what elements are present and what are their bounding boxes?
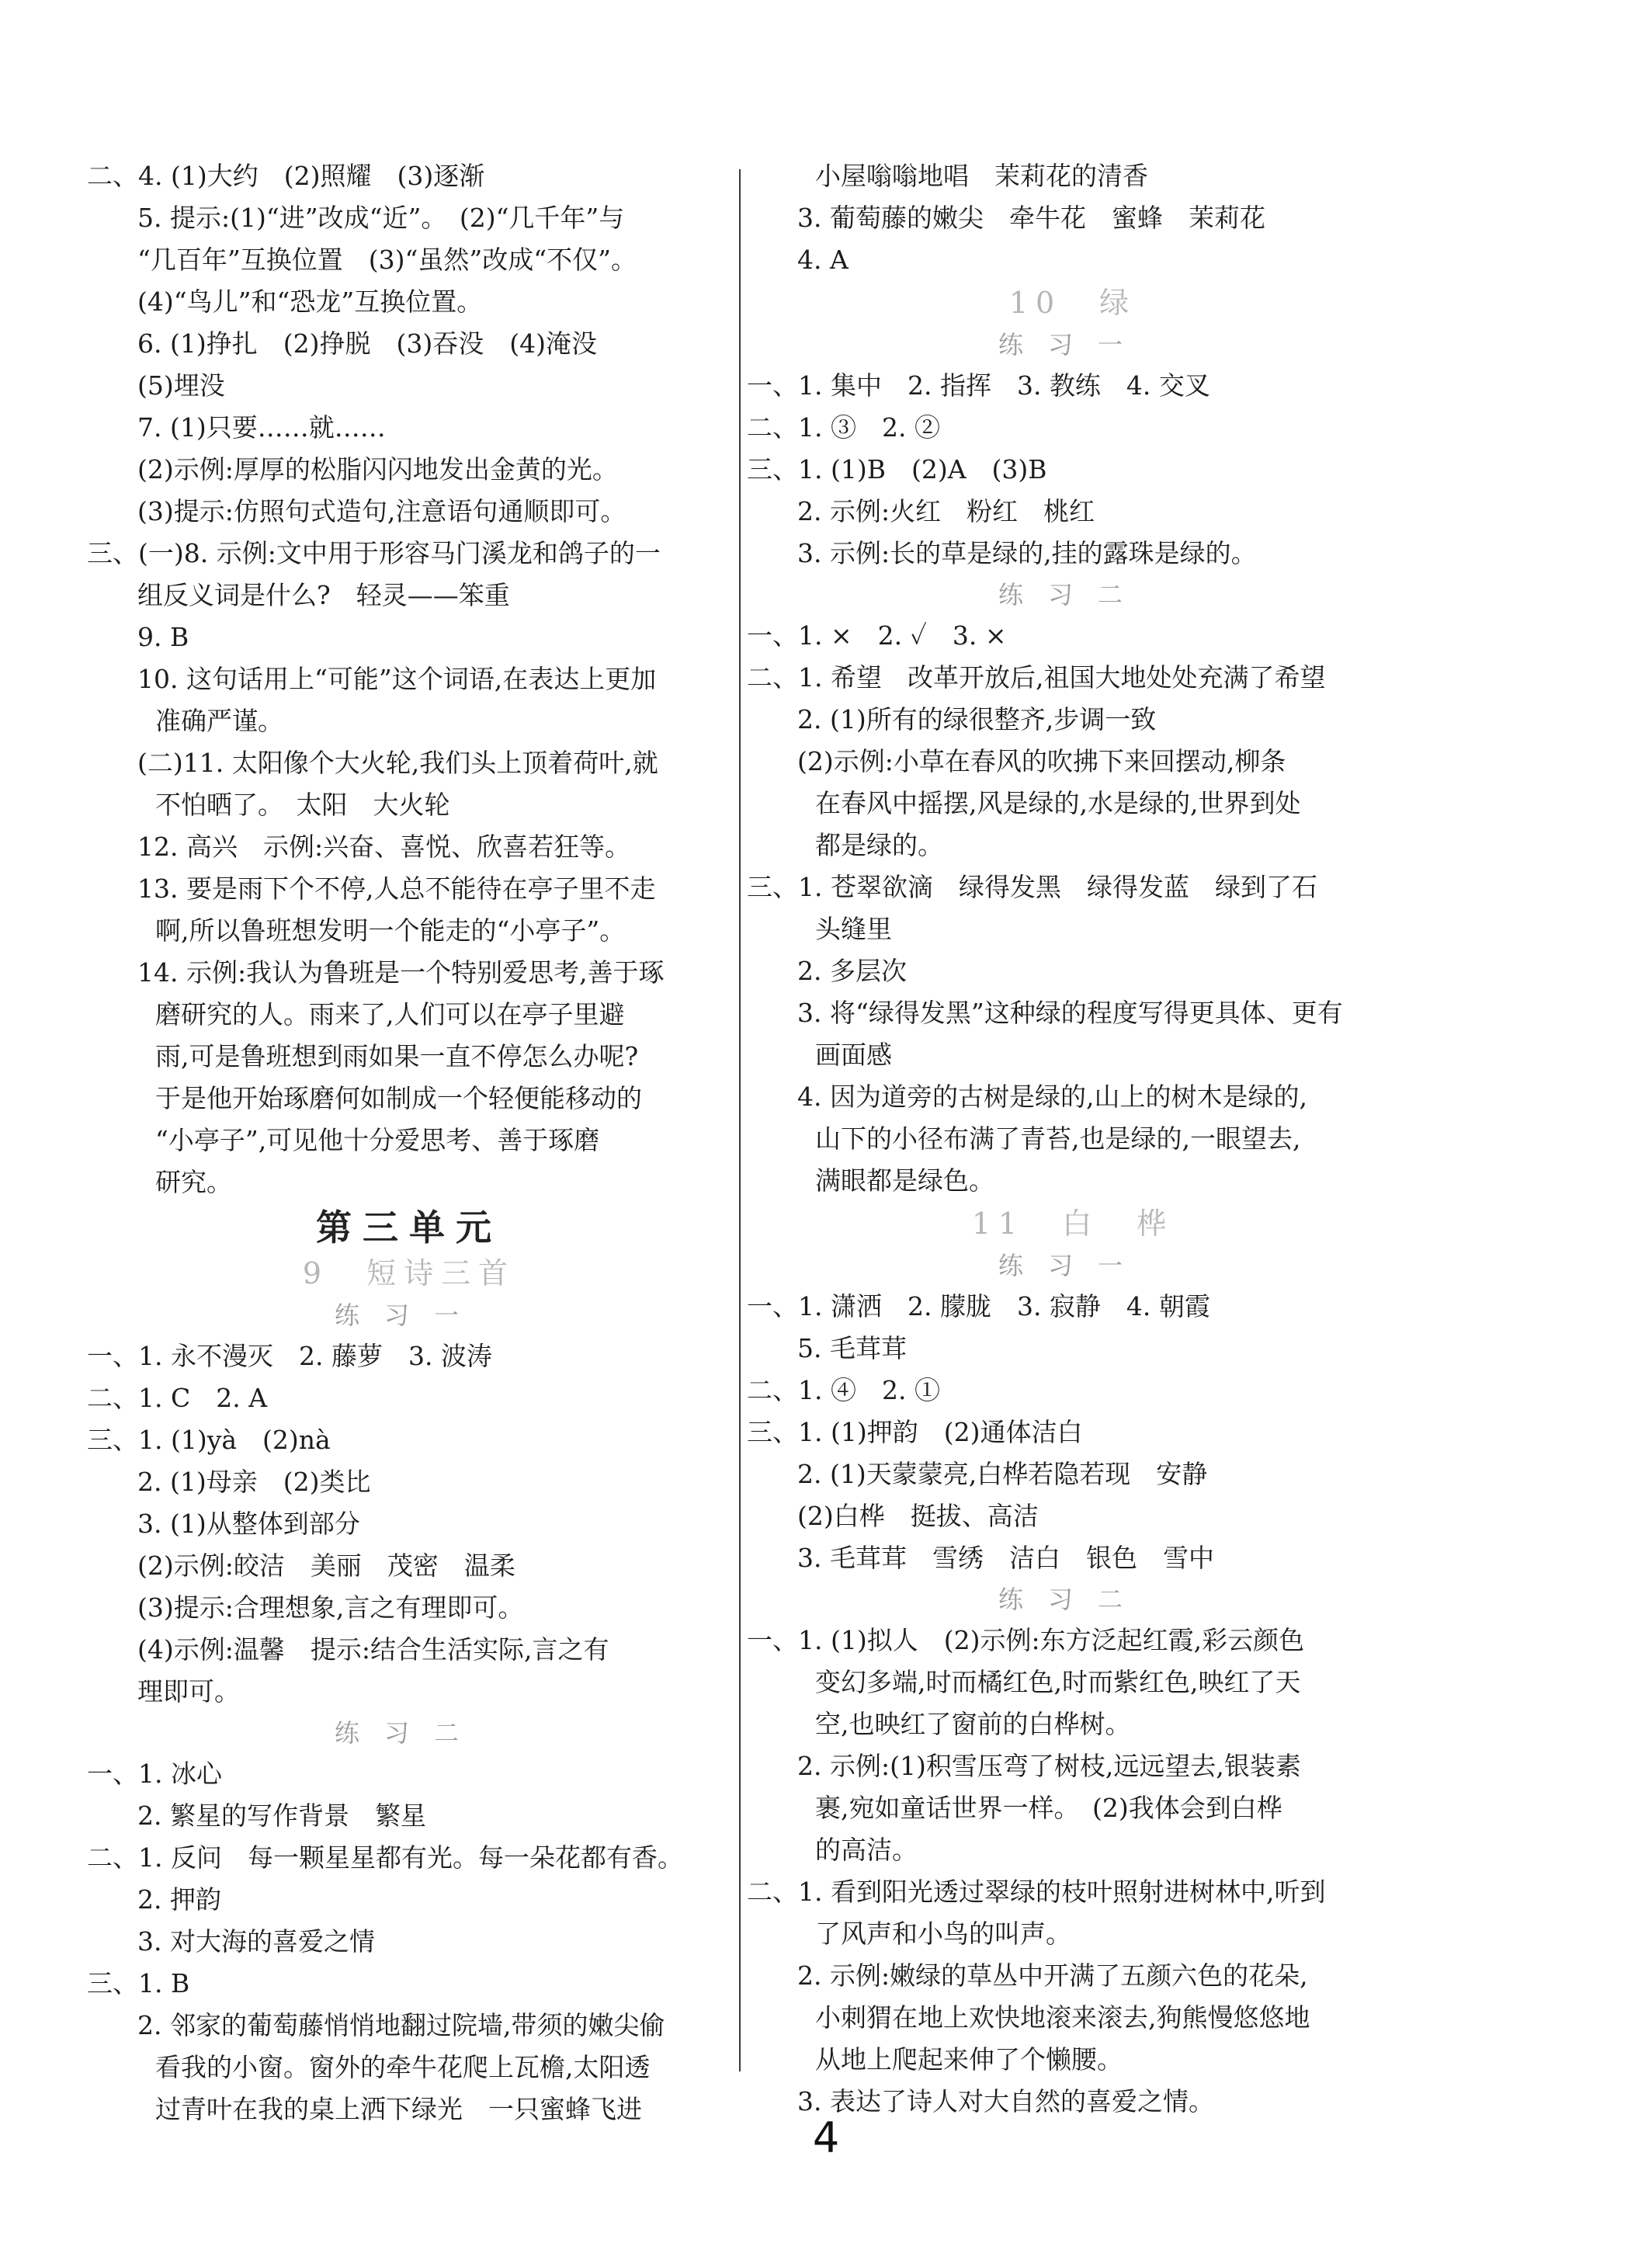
left-column <box>87 155 731 2130</box>
answer-line: 2. (1)所有的绿很整齐,步调一致 <box>797 704 1157 734</box>
answer-line: 一、1. × 2. ✓ 3. × <box>747 620 1007 651</box>
answer-line: 2. 繁星的写作背景 繁星 <box>137 1800 426 1831</box>
answer-line: 3. 对大海的喜爱之情 <box>137 1926 375 1957</box>
section-heading: 练习二 <box>334 1718 484 1748</box>
answer-line: 一、1. 永不漫灭 2. 藤萝 3. 波涛 <box>87 1341 492 1371</box>
answer-line: 5. 毛茸茸 <box>797 1333 907 1363</box>
answer-line: 三、1. (1)押韵 (2)通体洁白 <box>747 1417 1083 1447</box>
answer-line: 雨,可是鲁班想到雨如果一直不停怎么办呢? <box>155 1041 639 1071</box>
lesson-title: 9 短诗三首 <box>302 1256 516 1290</box>
answer-line: 二、1. 看到阳光透过翠绿的枝叶照射进树林中,听到 <box>747 1877 1326 1907</box>
section-heading: 练习二 <box>998 580 1147 609</box>
answer-line: 2. 示例:火红 粉红 桃红 <box>797 496 1095 526</box>
answer-line: 三、(一)8. 示例:文中用于形容马门溪龙和鸽子的一 <box>87 538 661 568</box>
answer-line: 一、1. 潇洒 2. 朦胧 3. 寂静 4. 朝霞 <box>747 1291 1210 1321</box>
answer-line: 满眼都是绿色。 <box>815 1165 994 1196</box>
answer-line: (3)提示:仿照句式造句,注意语句通顺即可。 <box>137 496 626 526</box>
answer-line: 2. 示例:嫩绿的草丛中开满了五颜六色的花朵, <box>797 1960 1308 1991</box>
answer-line: (5)埋没 <box>137 370 225 401</box>
answer-line: 2. (1)母亲 (2)类比 <box>137 1467 371 1497</box>
section-heading: 练习一 <box>334 1300 484 1330</box>
right-column <box>747 155 1399 2123</box>
answer-line: 12. 高兴 示例:兴奋、喜悦、欣喜若狂等。 <box>137 832 631 862</box>
answer-line: 在春风中摇摆,风是绿的,水是绿的,世界到处 <box>815 788 1301 818</box>
answer-line: (2)示例:厚厚的松脂闪闪地发出金黄的光。 <box>137 454 618 484</box>
answer-line: 了风声和小鸟的叫声。 <box>815 1918 1071 1949</box>
answer-line: “几百年”互换位置 (3)“虽然”改成“不仅”。 <box>137 245 637 275</box>
answer-line: 2. (1)天蒙蒙亮,白桦若隐若现 安静 <box>797 1459 1208 1489</box>
answer-line: 山下的小径布满了青苔,也是绿的,一眼望去, <box>815 1123 1301 1154</box>
answer-line: 9. B <box>137 622 189 652</box>
answer-line: 于是他开始琢磨何如制成一个轻便能移动的 <box>155 1083 642 1113</box>
answer-line: 变幻多端,时而橘红色,时而紫红色,映红了天 <box>815 1667 1301 1697</box>
answer-line: 6. (1)挣扎 (2)挣脱 (3)吞没 (4)淹没 <box>137 328 597 359</box>
answer-line: (2)示例:小草在春风的吹拂下来回摆动,柳条 <box>797 746 1286 776</box>
answer-line: 小刺猬在地上欢快地滚来滚去,狗熊慢悠悠地 <box>815 2002 1310 2033</box>
answer-line: 一、1. 集中 2. 指挥 3. 教练 4. 交叉 <box>747 370 1210 401</box>
answer-line: 二、1. C 2. A <box>87 1383 268 1413</box>
unit-heading: 第三单元 <box>316 1207 502 1248</box>
answer-line: 准确严谨。 <box>155 706 283 736</box>
answer-line: 3. 示例:长的草是绿的,挂的露珠是绿的。 <box>797 538 1257 568</box>
answer-line: (2)示例:皎洁 美丽 茂密 温柔 <box>137 1550 515 1581</box>
answer-line: 3. 表达了诗人对大自然的喜爱之情。 <box>797 2086 1214 2116</box>
answer-line: 一、1. (1)拟人 (2)示例:东方泛起红霞,彩云颜色 <box>747 1625 1305 1655</box>
answer-line: (2)白桦 挺拔、高洁 <box>797 1501 1039 1531</box>
answer-line: 二、1. 希望 改革开放后,祖国大地处处充满了希望 <box>747 662 1326 693</box>
answer-line: 啊,所以鲁班想发明一个能走的“小亭子”。 <box>155 915 626 946</box>
answer-line: 头缝里 <box>815 914 892 944</box>
answer-line: 7. (1)只要……就…… <box>137 412 386 443</box>
answer-line: 三、1. (1)yà (2)nà <box>87 1425 331 1455</box>
answer-line: (4)示例:温馨 提示:结合生活实际,言之有 <box>137 1634 609 1665</box>
answer-line: 磨研究的人。雨来了,人们可以在亭子里避 <box>155 999 625 1030</box>
answer-line: “小亭子”,可见他十分爱思考、善于琢磨 <box>155 1125 600 1155</box>
page-number: 4 <box>812 2113 840 2162</box>
answer-line: (4)“鸟儿”和“恐龙”互换位置。 <box>137 286 483 317</box>
answer-line: 4. A <box>797 245 849 275</box>
answer-line: 裹,宛如童话世界一样。 (2)我体会到白桦 <box>815 1793 1282 1823</box>
answer-line: 4. 因为道旁的古树是绿的,山上的树木是绿的, <box>797 1082 1307 1112</box>
answer-line: 组反义词是什么? 轻灵——笨重 <box>137 580 510 610</box>
answer-line: 理即可。 <box>137 1676 240 1707</box>
answer-line: 都是绿的。 <box>815 830 943 860</box>
answer-line: (二)11. 太阳像个大火轮,我们头上顶着荷叶,就 <box>137 748 658 778</box>
column-divider <box>739 169 741 2071</box>
lesson-title: 10 绿 <box>1008 286 1137 320</box>
answer-line: 14. 示例:我认为鲁班是一个特别爱思考,善于琢 <box>137 957 665 988</box>
answer-line: 2. 多层次 <box>797 956 907 986</box>
answer-line: 3. 葡萄藤的嫩尖 牵牛花 蜜蜂 茉莉花 <box>797 203 1265 233</box>
answer-line: 三、1. B <box>87 1968 190 1998</box>
answer-line: 看我的小窗。窗外的牵牛花爬上瓦檐,太阳透 <box>155 2052 651 2082</box>
answer-line: 的高洁。 <box>815 1835 918 1865</box>
answer-line: 2. 押韵 <box>137 1884 221 1915</box>
answer-line: 从地上爬起来伸了个懒腰。 <box>815 2044 1123 2075</box>
answer-line: 过青叶在我的桌上洒下绿光 一只蜜蜂飞进 <box>155 2094 642 2124</box>
answer-line: 3. 将“绿得发黑”这种绿的程度写得更具体、更有 <box>797 998 1343 1028</box>
answer-line: 研究。 <box>155 1167 232 1197</box>
answer-line: 2. 邻家的葡萄藤悄悄地翻过院墙,带须的嫩尖偷 <box>137 2010 665 2040</box>
answer-line: 二、1. ④ 2. ① <box>747 1375 940 1405</box>
answer-line: 三、1. (1)B (2)A (3)B <box>747 454 1047 484</box>
answer-line: 5. 提示:(1)“进”改成“近”。 (2)“几千年”与 <box>137 203 625 233</box>
answer-line: 13. 要是雨下个不停,人总不能待在亭子里不走 <box>137 873 656 904</box>
answer-line: 二、1. 反问 每一颗星星都有光。每一朵花都有香。 <box>87 1842 683 1873</box>
section-heading: 练习二 <box>998 1585 1147 1614</box>
answer-line: 2. 示例:(1)积雪压弯了树枝,远远望去,银装素 <box>797 1751 1301 1781</box>
section-heading: 练习一 <box>998 330 1147 359</box>
answer-line: 3. (1)从整体到部分 <box>137 1509 360 1539</box>
answer-line: 空,也映红了窗前的白桦树。 <box>815 1709 1131 1739</box>
answer-line: 三、1. 苍翠欲滴 绿得发黑 绿得发蓝 绿到了石 <box>747 872 1317 902</box>
answer-line: 画面感 <box>815 1040 892 1070</box>
answer-line: 小屋嗡嗡地唱 茉莉花的清香 <box>815 161 1148 191</box>
answer-line: 3. 毛茸茸 雪绣 洁白 银色 雪中 <box>797 1543 1214 1573</box>
section-heading: 练习一 <box>998 1251 1147 1280</box>
answer-line: 不怕晒了。 太阳 大火轮 <box>155 790 450 820</box>
answer-line: 二、4. (1)大约 (2)照耀 (3)逐渐 <box>87 161 485 191</box>
answer-line: 二、1. ③ 2. ② <box>747 412 940 443</box>
answer-line: 10. 这句话用上“可能”这个词语,在表达上更加 <box>137 664 657 694</box>
answer-line: 一、1. 冰心 <box>87 1759 222 1789</box>
lesson-title: 11 白 桦 <box>971 1207 1175 1241</box>
answer-line: (3)提示:合理想象,言之有理即可。 <box>137 1592 524 1623</box>
